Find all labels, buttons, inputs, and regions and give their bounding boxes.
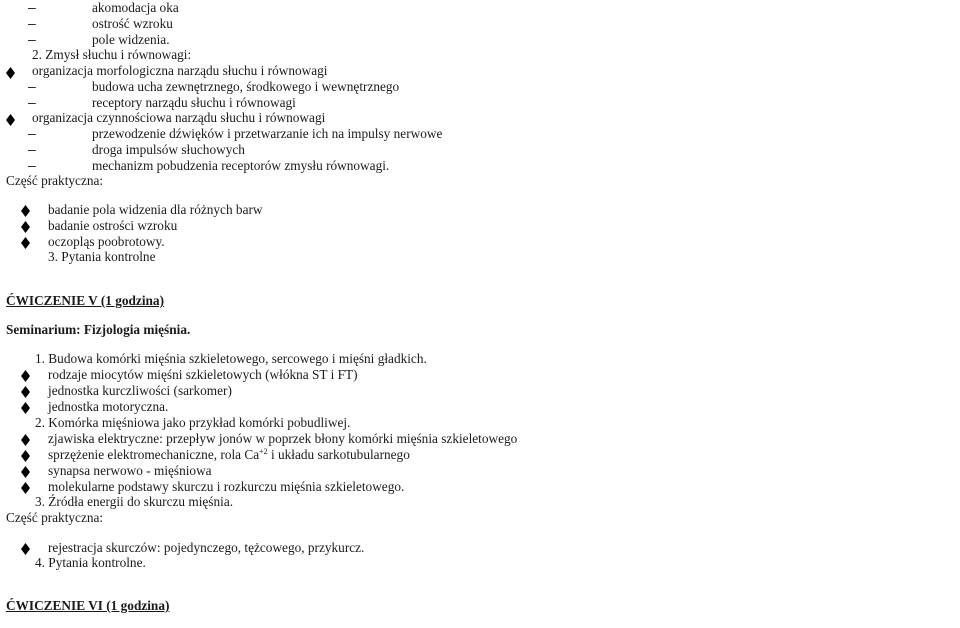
list-item: badanie pola widzenia dla różnych barw — [48, 202, 263, 217]
dash-icon: – — [28, 157, 36, 173]
dash-icon: – — [28, 125, 36, 141]
list-item: oczopląs poobrotowy. — [48, 234, 165, 249]
diamond-bullet-icon — [21, 466, 30, 478]
list-item: budowa ucha zewnętrznego, środkowego i wewnętrznego — [92, 79, 400, 94]
numbered-item: 2. Komórka mięśniowa jako przykład komórki pobudliwej. — [35, 415, 351, 430]
list-item: organizacja morfologiczna narządu słuchu i równowagi — [32, 63, 328, 78]
diamond-bullet-icon — [21, 543, 30, 555]
list-item: rejestracja skurczów: pojedynczego, tężcowego, przykurcz. — [48, 540, 365, 555]
questions-label: 3. Pytania kontrolne — [48, 249, 156, 264]
list-item: synapsa nerwowo - mięśniowa — [48, 463, 212, 478]
diamond-bullet-icon — [21, 450, 30, 462]
superscript: +2 — [259, 447, 268, 456]
practical-heading: Część praktyczna: — [6, 510, 104, 525]
exercise-title: ĆWICZENIE V (1 godzina) — [6, 293, 164, 308]
dash-icon: – — [28, 141, 36, 157]
diamond-bullet-icon — [6, 67, 15, 79]
list-item: receptory narządu słuchu i równowagi — [92, 95, 296, 110]
dash-icon: – — [28, 94, 36, 110]
diamond-bullet-icon — [21, 237, 30, 249]
list-item: droga impulsów słuchowych — [92, 142, 245, 157]
numbered-item: 1. Budowa komórki mięśnia szkieletowego, sercowego i mięśni gładkich. — [35, 351, 427, 366]
dash-icon: – — [28, 78, 36, 94]
dash-icon: – — [28, 31, 36, 47]
numbered-item: 4. Pytania kontrolne. — [35, 555, 146, 570]
list-item-text: i układu sarkotubularnego — [267, 447, 410, 462]
list-item: jednostka motoryczna. — [48, 399, 169, 414]
dash-icon: – — [28, 0, 36, 15]
dash-icon: – — [28, 15, 36, 31]
diamond-bullet-icon — [21, 482, 30, 494]
diamond-bullet-icon — [6, 114, 15, 126]
diamond-bullet-icon — [21, 434, 30, 446]
practical-heading: Część praktyczna: — [6, 173, 104, 188]
list-item: rodzaje miocytów mięśni szkieletowych (włókna ST i FT) — [48, 367, 358, 382]
list-item: pole widzenia. — [92, 32, 170, 47]
list-item-text: sprzężenie elektromechaniczne, rola Ca — [48, 447, 260, 462]
list-item: organizacja czynnościowa narządu słuchu i równowagi — [32, 110, 326, 125]
list-item: ostrość wzroku — [92, 16, 173, 31]
diamond-bullet-icon — [21, 386, 30, 398]
diamond-bullet-icon — [21, 205, 30, 217]
exercise-title: ĆWICZENIE VI (1 godzina) — [6, 598, 170, 613]
seminar-title: Seminarium: Fizjologia mięśnia. — [6, 322, 191, 337]
list-item — [48, 447, 410, 462]
list-item: molekularne podstawy skurczu i rozkurczu mięśnia szkieletowego. — [48, 479, 405, 494]
list-item: zjawiska elektryczne: przepływ jonów w poprzek błony komórki mięśnia szkieletowego — [48, 431, 518, 446]
list-item: badanie ostrości wzroku — [48, 218, 178, 233]
section-title: 2. Zmysł słuchu i równowagi: — [32, 47, 192, 62]
diamond-bullet-icon — [21, 370, 30, 382]
list-item: przewodzenie dźwięków i przetwarzanie ich na impulsy nerwowe — [92, 126, 443, 141]
list-item: akomodacja oka — [92, 0, 179, 15]
diamond-bullet-icon — [21, 221, 30, 233]
diamond-bullet-icon — [21, 402, 30, 414]
numbered-item: 3. Źródła energii do skurczu mięśnia. — [35, 494, 234, 509]
list-item: jednostka kurczliwości (sarkomer) — [48, 383, 232, 398]
list-item: mechanizm pobudzenia receptorów zmysłu równowagi. — [92, 158, 390, 173]
